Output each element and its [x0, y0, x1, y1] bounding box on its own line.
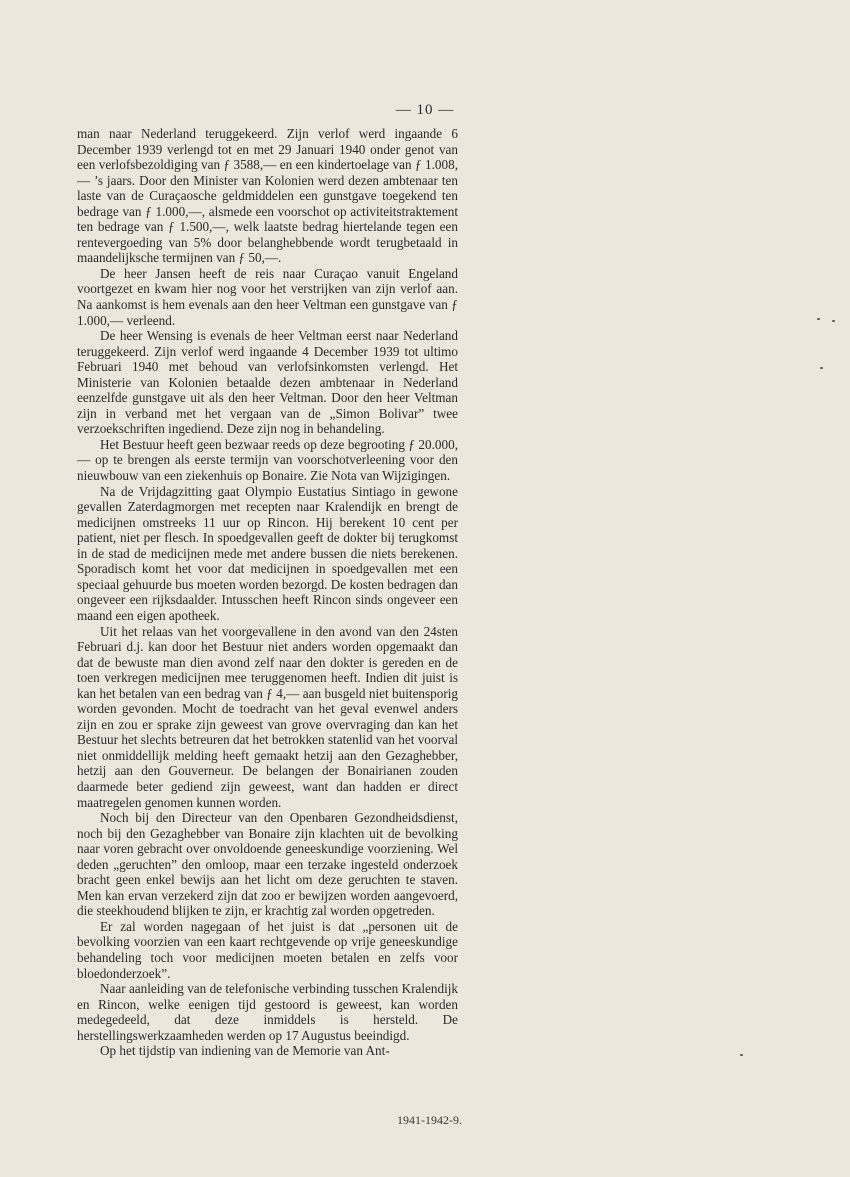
paragraph: Noch bij den Directeur van den Openbaren Gezondheidsdienst, noch bij den Gezaghebber van Bonaire zijn klachten uit de bevolking naar voren gebracht over onvoldoende geneeskundige voorziening. Wel deden „geruchten” den omloop, maar een terzake ingesteld onderzoek bracht geen enkel bewijs aan het licht om deze geruchten te staven. Men kan ervan verzekerd zijn dat zoo er bewijzen worden aangevoerd, die steekhoudend blijken te zijn, er krachtig zal worden opgetreden. — [77, 810, 458, 919]
paragraph: Naar aanleiding van de telefonische verbinding tusschen Kralendijk en Rincon, welke eenigen tijd gestoord is geweest, kan worden medegedeeld, dat deze inmiddels is hersteld. De herstellingswerkzaamheden werden op 17 Augustus beeindigd. — [77, 981, 458, 1043]
paragraph: Na de Vrijdagzitting gaat Olympio Eustatius Sintiago in gewone gevallen Zaterdagmorgen met recepten naar Kralendijk en brengt de medicijnen omstreeks 11 uur op Rincon. Hij berekent 10 cent per patient, niet per flesch. In spoedgevallen geeft de dokter bij terugkomst in de stad de medicijnen mede met andere bussen die niets berekenen. Sporadisch komt het voor dat medicijnen in spoedgevallen met een speciaal gehuurde bus moeten worden bezorgd. De kosten bedragen dan ongeveer een rijksdaalder. Intusschen heeft Rincon sinds ongeveer een maand een eigen apotheek. — [77, 483, 458, 623]
body-text — [77, 126, 458, 1059]
paragraph: De heer Jansen heeft de reis naar Curaçao vanuit Engeland voortgezet en kwam hier nog voor het verstrijken van zijn verlof aan. Na aankomst is hem evenals aan den heer Veltman een gunstgave van ƒ 1.000,— verleend. — [77, 265, 458, 328]
paragraph: Er zal worden nagegaan of het juist is dat „personen uit de bevolking voorzien van een kaart rechtgevende op vrije geneeskundige behandeling toch voor medicijnen moeten betalen en zelfs voor bloedonderzoek”. — [77, 918, 458, 981]
paragraph: man naar Nederland teruggekeerd. Zijn verlof werd ingaande 6 December 1939 verlengd tot en met 29 Januari 1940 onder genot van een verlofsbezoldiging van ƒ 3588,— en een kindertoelage van ƒ 1.008,— ’s jaars. Door den Minister van Kolonien werd dezen ambtenaar ten laste van de Curaçaosche geldmiddelen een gunstgave toegekend ten bedrage van ƒ 1.000,—, alsmede een voorschot op activiteitstraktement ten bedrage van ƒ 1.500,—, welk laatste bedrag hiertelande tegen een rentevergoeding van 5% door belanghebbende wordt terugbetaald in maandelijksche termijnen van ƒ 50,—. — [77, 126, 458, 266]
paper-speck — [832, 320, 835, 322]
paragraph: De heer Wensing is evenals de heer Veltman eerst naar Nederland teruggekeerd. Zijn verlof werd ingaande 4 December 1939 tot ultimo Februari 1940 met behoud van verlofsinkomsten verlengd. Het Ministerie van Kolonien betaalde dezen ambtenaar in Nederland eenzelfde gunstgave uit als den heer Veltman. Door den heer Veltman zijn in verband met het vergaan van de „Simon Bolivar” twee verzoekschriften ingediend. Deze zijn nog in behandeling. — [77, 328, 458, 437]
paragraph: Het Bestuur heeft geen bezwaar reeds op deze begrooting ƒ 20.000,— op te brengen als eerste termijn van voorschotverleening voor den nieuwbouw van een ziekenhuis op Bonaire. Zie Nota van Wijzigingen. — [77, 436, 458, 484]
paper-speck — [817, 318, 820, 320]
paragraph: Op het tijdstip van indiening van de Memorie van Ant- — [100, 1043, 390, 1059]
footer-code: 1941-1942-9. — [397, 1113, 462, 1127]
page-number: — 10 — — [395, 102, 455, 118]
paragraph: Uit het relaas van het voorgevallene in den avond van den 24sten Februari d.j. kan door het Bestuur niet anders worden opgemaakt dan dat de bewuste man dien avond zelf naar den dokter is gereden en de toen verkregen medicijnen mee teruggenomen heeft. Indien dit juist is kan het betalen van een bedrag van ƒ 4,— aan busgeld niet buitensporig worden gevonden. Mocht de toedracht van het geval evenwel anders zijn en zou er sprake zijn geweest van grove overvraging dan kan het Bestuur het slechts betreuren dat het betrokken statenlid van het voorval niet onmiddellijk melding heeft gemaakt hetzij aan den Gezaghebber, hetzij aan den Gouverneur. De belangen der Bonairianen zouden daarmede beter gediend zijn geweest, want dan hadden er direct maatregelen genomen kunnen worden. — [77, 623, 458, 810]
paper-speck — [740, 1054, 743, 1056]
paper-speck — [820, 367, 823, 369]
